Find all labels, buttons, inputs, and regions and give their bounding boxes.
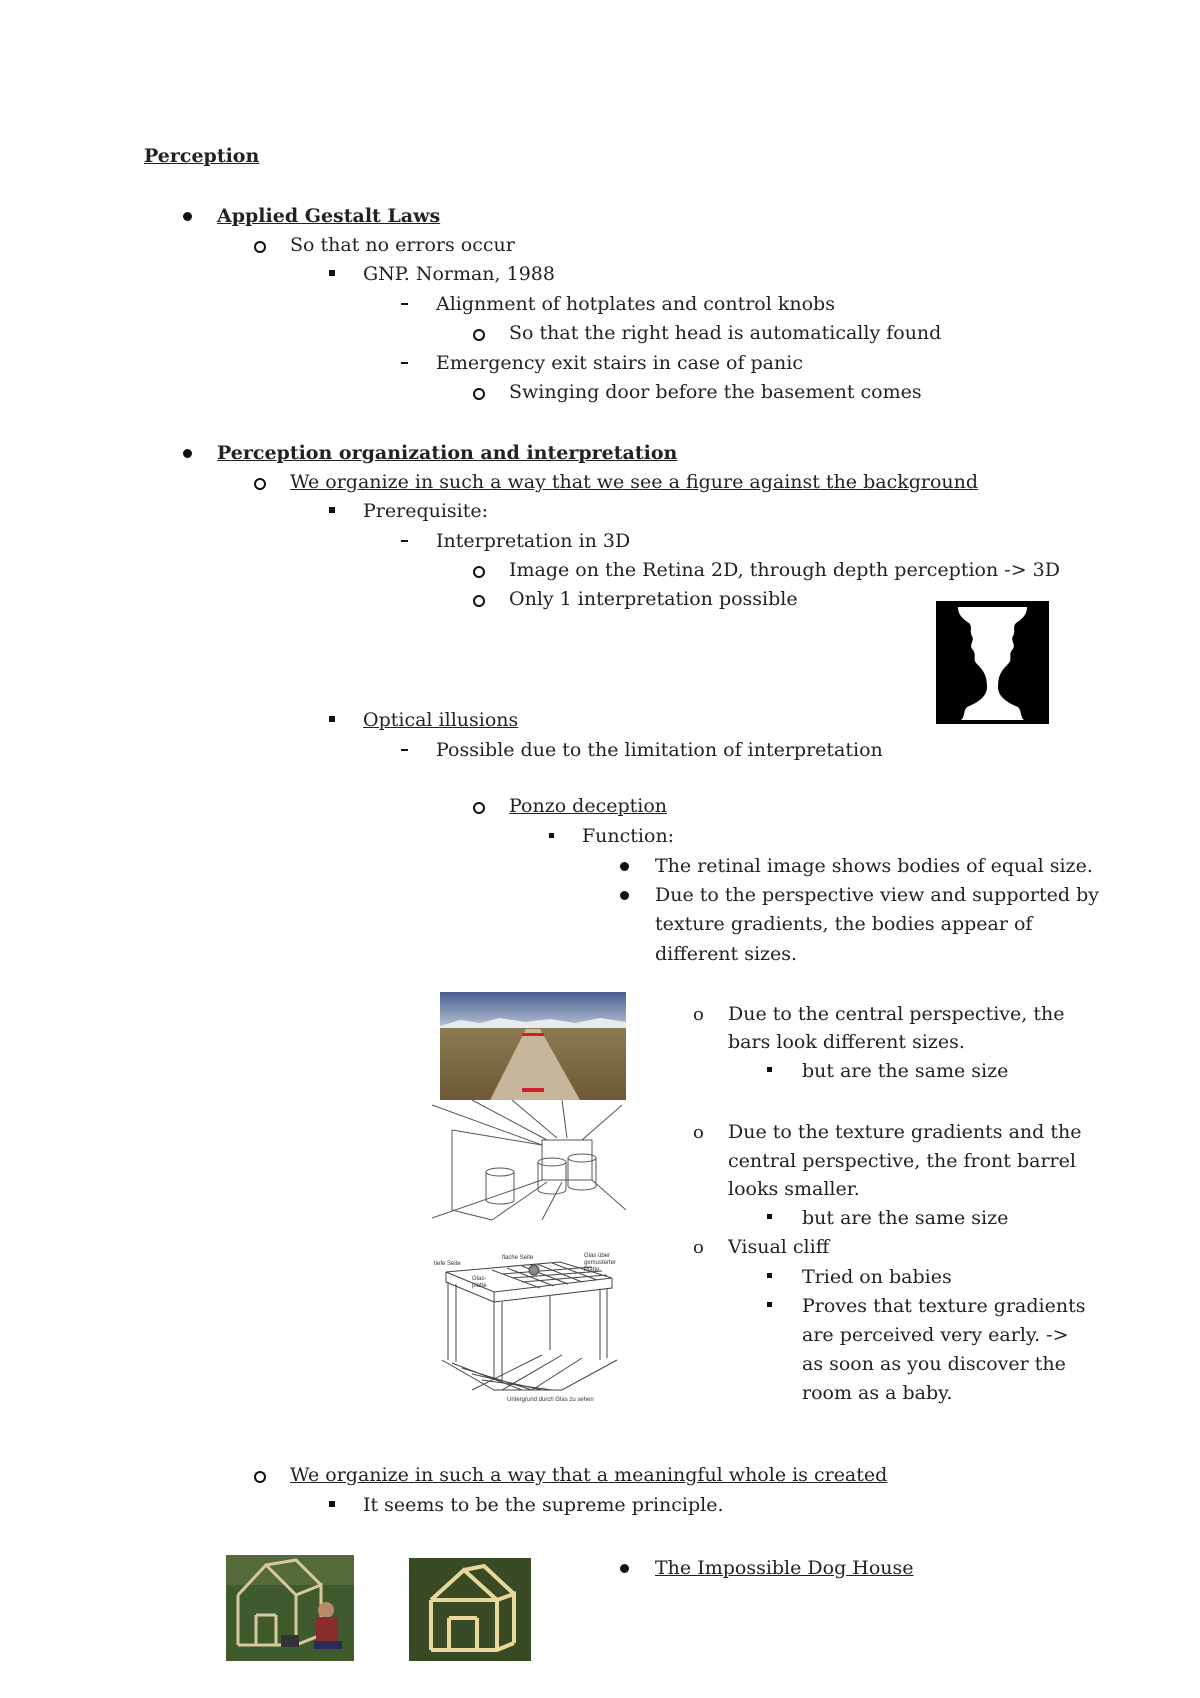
cliff-label: flache Seite [502, 1255, 534, 1261]
list-item: Function: [582, 825, 675, 847]
list-item-continuation: as soon as you discover the [802, 1353, 1066, 1375]
bullet-square [767, 1273, 772, 1278]
bullet-square [549, 833, 554, 838]
bullet-disc [183, 449, 192, 458]
bullet-square [329, 507, 335, 513]
list-item: The retinal image shows bodies of equal size. [655, 855, 1093, 877]
bullet-square [767, 1214, 772, 1219]
dog-house-photo-with-child [226, 1555, 354, 1661]
bullet-circle [254, 1471, 266, 1483]
list-item: Interpretation in 3D [436, 530, 631, 552]
list-item: So that the right head is automatically found [509, 322, 942, 344]
list-item: Emergency exit stairs in case of panic [436, 352, 803, 374]
list-item: Visual cliff [728, 1236, 830, 1258]
bullet-circle [473, 802, 485, 814]
list-item: Alignment of hotplates and control knobs [436, 293, 835, 315]
cliff-label: Untergrund durch Glas zu sehen [507, 1397, 594, 1403]
list-item: but are the same size [802, 1060, 1009, 1082]
bullet-disc [620, 891, 629, 900]
bullet-circle [473, 566, 485, 578]
list-item-continuation: room as a baby. [802, 1382, 953, 1404]
bullet-circle [473, 388, 485, 400]
bullet-dash [401, 749, 408, 751]
list-item-continuation: looks smaller. [728, 1178, 860, 1200]
list-item: So that no errors occur [290, 234, 515, 256]
ponzo-road-image [440, 992, 626, 1100]
section-heading-gestalt: Applied Gestalt Laws [217, 205, 441, 227]
bullet-circle [473, 329, 485, 341]
list-item: Possible due to the limitation of interpretation [436, 739, 883, 761]
bullet-disc [183, 212, 192, 221]
list-item: We organize in such a way that a meaningful whole is created [290, 1464, 888, 1486]
bullet-o: o [693, 1122, 704, 1143]
bullet-dash [401, 540, 408, 542]
list-item-continuation: are perceived very early. -> [802, 1324, 1069, 1346]
section-heading-organization: Perception organization and interpretation [217, 442, 678, 464]
list-item: The Impossible Dog House [655, 1557, 914, 1579]
bullet-circle [254, 478, 266, 490]
cliff-label: Glas über [584, 1253, 611, 1259]
visual-cliff-image [432, 1250, 622, 1404]
list-item: Proves that texture gradients [802, 1295, 1086, 1317]
page-title: Perception [144, 145, 260, 167]
bullet-disc [620, 1564, 629, 1573]
bullet-square [329, 270, 335, 276]
impossible-dog-house-photo [409, 1558, 531, 1661]
cliff-label: gemusterter [584, 1260, 617, 1266]
list-item: Image on the Retina 2D, through depth perception -> 3D [509, 559, 1060, 581]
bullet-square [329, 1501, 335, 1507]
cliff-label: platte [472, 1283, 487, 1289]
cliff-label: tiefe Seite [434, 1261, 461, 1267]
list-item-continuation: texture gradients, the bodies appear of [655, 913, 1033, 935]
bullet-dash [401, 362, 408, 364]
list-item-continuation: bars look different sizes. [728, 1031, 965, 1053]
cliff-label: Platte [584, 1267, 600, 1273]
list-item: We organize in such a way that we see a figure against the background [290, 471, 979, 493]
bullet-o: o [693, 1004, 704, 1025]
list-item: It seems to be the supreme principle. [363, 1494, 724, 1516]
list-item-continuation: different sizes. [655, 943, 798, 965]
bullet-o: o [693, 1237, 704, 1258]
list-item: Tried on babies [802, 1266, 952, 1288]
list-item: Prerequisite: [363, 500, 489, 522]
bullet-circle [254, 241, 266, 253]
bullet-square [767, 1302, 772, 1307]
list-item: Swinging door before the basement comes [509, 381, 922, 403]
bullet-circle [473, 595, 485, 607]
list-item: Due to the central perspective, the [728, 1003, 1065, 1025]
bullet-square [329, 716, 335, 722]
barrel-corridor-image [432, 1100, 626, 1222]
bullet-square [767, 1067, 772, 1072]
list-item: but are the same size [802, 1207, 1009, 1229]
list-item: Only 1 interpretation possible [509, 588, 798, 610]
list-item-continuation: central perspective, the front barrel [728, 1150, 1076, 1172]
list-item: Due to the perspective view and supported by [655, 884, 1099, 906]
cliff-label: Glas- [472, 1276, 487, 1282]
list-item: Optical illusions [363, 709, 519, 731]
bullet-dash [401, 303, 408, 305]
list-item: GNP. Norman, 1988 [363, 263, 555, 285]
list-item: Due to the texture gradients and the [728, 1121, 1082, 1143]
list-item: Ponzo deception [509, 795, 668, 817]
bullet-disc [620, 862, 629, 871]
rubin-vase-image [936, 601, 1049, 724]
